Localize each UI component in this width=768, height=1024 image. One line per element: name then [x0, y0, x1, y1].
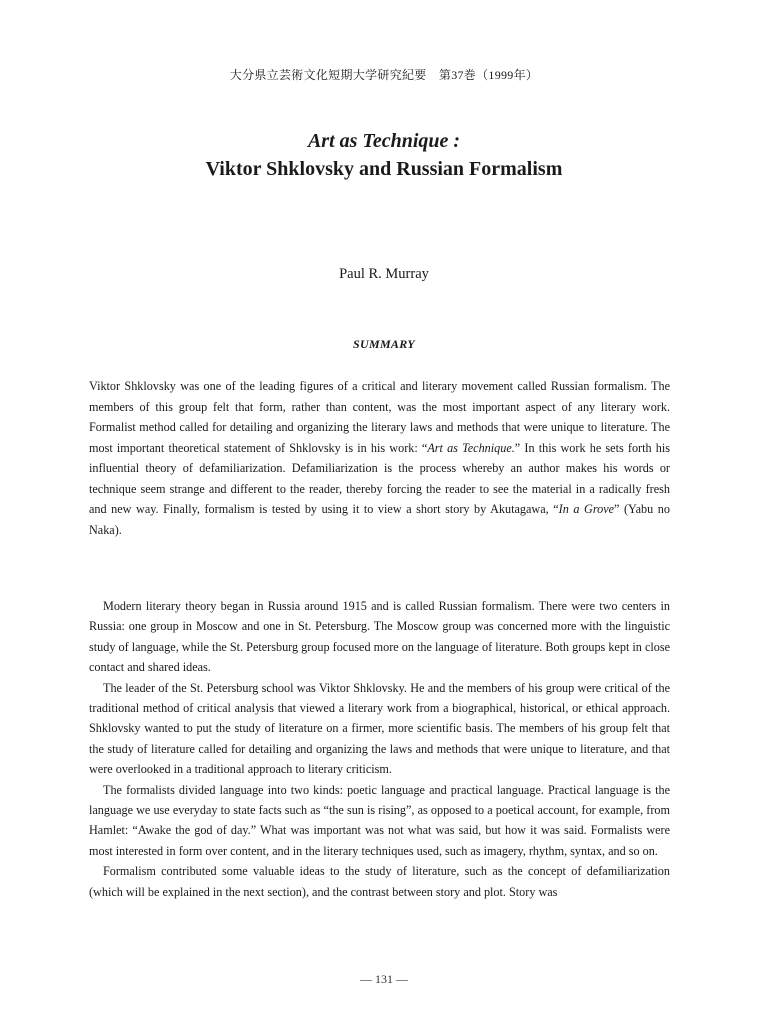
- running-header: 大分県立芸術文化短期大学研究紀要 第37巻（1999年）: [229, 68, 539, 82]
- body-text: [89, 596, 670, 902]
- body-paragraph: The leader of the St. Petersburg school was Viktor Shklovsky. He and the members of his group were critical of the traditional method of critical analysis that viewed a literary work from a biographical, historical, or ethical approach. Shklovsky wanted to put the study of literature on a firmer, more scientific basis. The members of his group felt that the study of literature called for detailing and organizing the laws and methods that were unique to literature, and that were overlooked in a traditional approach to literary criticism.: [89, 680, 670, 777]
- body-paragraph: The formalists divided language into two kinds: poetic language and practical language. Practical language is the language we use everyday to state facts such as “the sun is rising”, as opposed to a poetical account, for example, from Hamlet: “Awake the god of day.” What was important was not what was said, but how it was said. Formalists were most interested in form over content, and in the literary techniques used, such as imagery, rhythm, syntax, and so on.: [89, 782, 670, 858]
- summary-heading: SUMMARY: [353, 337, 415, 351]
- body-paragraph: Modern literary theory began in Russia around 1915 and is called Russian formalism. There were two centers in Russia: one group in Moscow and one in St. Petersburg. The Moscow group was concerned more with the linguistic study of language, while the St. Petersburg group focused more on the language of literature. Both groups kept in close contact and shared ideas.: [89, 599, 670, 675]
- summary-text-part: ” (Yabu no Naka).: [89, 502, 670, 537]
- summary-text-part: Viktor Shklovsky was one of the leading figures of a critical and literary movement called Russian formalism. The members of this group felt that form, rather than content, was the most important aspect of any literary work. Formalist method called for detailing and organizing the literary laws and methods that were unique to literature. The most important theoretical statement of Shklovsky is in his work: “: [89, 379, 670, 455]
- page-number: — 131 —: [360, 972, 408, 986]
- article-title-subtitle: Viktor Shklovsky and Russian Formalism: [205, 158, 563, 180]
- author-name: Paul R. Murray: [339, 266, 429, 282]
- body-paragraph: Formalism contributed some valuable ideas to the study of literature, such as the concept of defamiliarization (which will be explained in the next section), and the contrast between story and plot. Story was: [89, 864, 670, 899]
- summary-text-part: ” In this work he sets forth his influential theory of defamiliarization. Defamiliarization is the process whereby an author makes his words or technique seem strange and different to the reader, thereby forcing the reader to see the material in a radically fresh and new way. Finally, formalism is tested by using it to view a short story by Akutagawa, “: [89, 440, 670, 516]
- cited-work-title: Art as Technique.: [427, 440, 515, 455]
- cited-work-title: In a Grove: [558, 502, 615, 516]
- article-title-main: Art as Technique :: [307, 130, 461, 152]
- summary-paragraph: [89, 376, 670, 540]
